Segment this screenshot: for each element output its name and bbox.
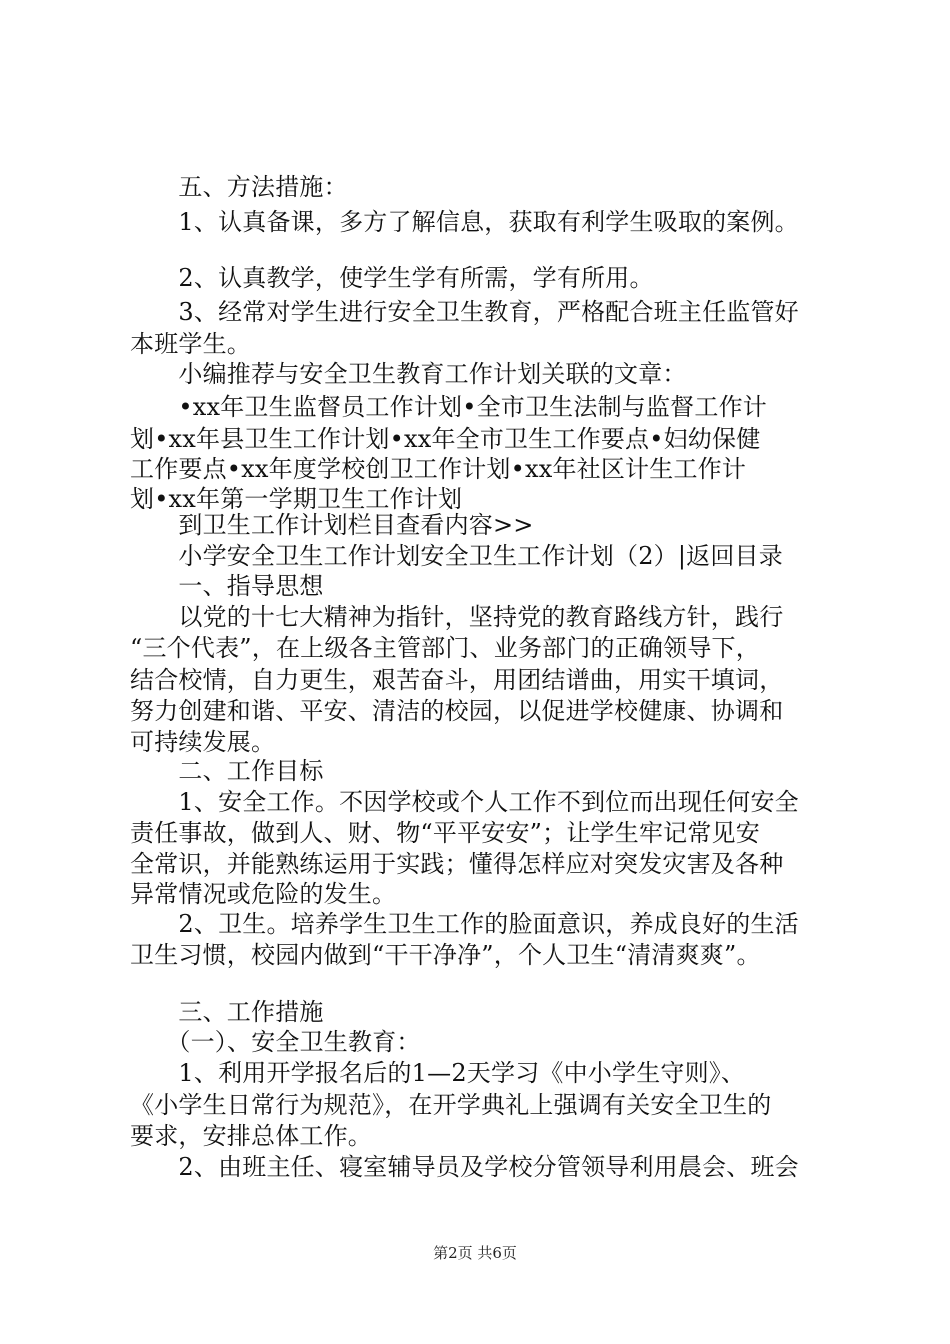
text-line: 可持续发展。: [130, 728, 276, 756]
text-line: 1、安全工作。不因学校或个人工作不到位而出现任何安全: [130, 788, 799, 816]
text-line: 小编推荐与安全卫生教育工作计划关联的文章：: [130, 360, 687, 388]
text-line: •xx年卫生监督员工作计划•全市卫生法制与监督工作计: [130, 393, 767, 421]
text-line: 小学安全卫生工作计划安全卫生工作计划（2）|返回目录: [130, 542, 783, 570]
text-line: 结合校情，自力更生，艰苦奋斗，用团结谱曲，用实干填词，: [130, 666, 784, 694]
text-line: 2、认真教学，使学生学有所需，学有所用。: [130, 264, 654, 292]
text-line: 二、工作目标: [130, 757, 324, 785]
text-line: 工作要点•xx年度学校创卫工作计划•xx年社区计生工作计: [130, 455, 747, 483]
text-line: 3、经常对学生进行安全卫生教育，严格配合班主任监管好: [130, 298, 799, 326]
text-line: 一、指导思想: [130, 572, 324, 600]
text-line: 以党的十七大精神为指针，坚持党的教育路线方针，践行: [130, 603, 784, 631]
text-line: 到卫生工作计划栏目查看内容>>: [130, 511, 534, 539]
text-line: “三个代表”，在上级各主管部门、业务部门的正确领导下，: [130, 634, 760, 662]
text-line: 划•xx年第一学期卫生工作计划: [130, 485, 463, 513]
text-line: （一）、安全卫生教育：: [130, 1028, 421, 1056]
text-line: 2、卫生。培养学生卫生工作的脸面意识，养成良好的生活: [130, 910, 799, 938]
text-line: 划•xx年县卫生工作计划•xx年全市卫生工作要点•妇幼保健: [130, 425, 761, 453]
text-line: 1、利用开学报名后的1—2天学习《中小学生守则》、: [130, 1059, 746, 1087]
text-line: 全常识，并能熟练运用于实践；懂得怎样应对突发灾害及各种: [130, 850, 784, 878]
text-line: 五、方法措施：: [130, 173, 348, 201]
page-footer: 第2页 共6页: [433, 1244, 517, 1262]
text-line: 本班学生。: [130, 330, 251, 358]
text-line: 要求，安排总体工作。: [130, 1122, 372, 1150]
text-line: 责任事故，做到人、财、物“平平安安”；让学生牢记常见安: [130, 819, 760, 847]
text-line: 三、工作措施: [130, 998, 324, 1026]
text-line: 1、认真备课，多方了解信息，获取有利学生吸取的案例。: [130, 208, 799, 236]
text-line: 异常情况或危险的发生。: [130, 880, 397, 908]
text-line: 《小学生日常行为规范》，在开学典礼上强调有关安全卫生的: [130, 1091, 772, 1119]
text-line: 努力创建和谐、平安、清洁的校园，以促进学校健康、协调和: [130, 697, 784, 725]
text-line: 卫生习惯，校园内做到“干干净净”，个人卫生“清清爽爽”。: [130, 941, 761, 969]
text-line: 2、由班主任、寝室辅导员及学校分管领导利用晨会、班会: [130, 1153, 799, 1181]
